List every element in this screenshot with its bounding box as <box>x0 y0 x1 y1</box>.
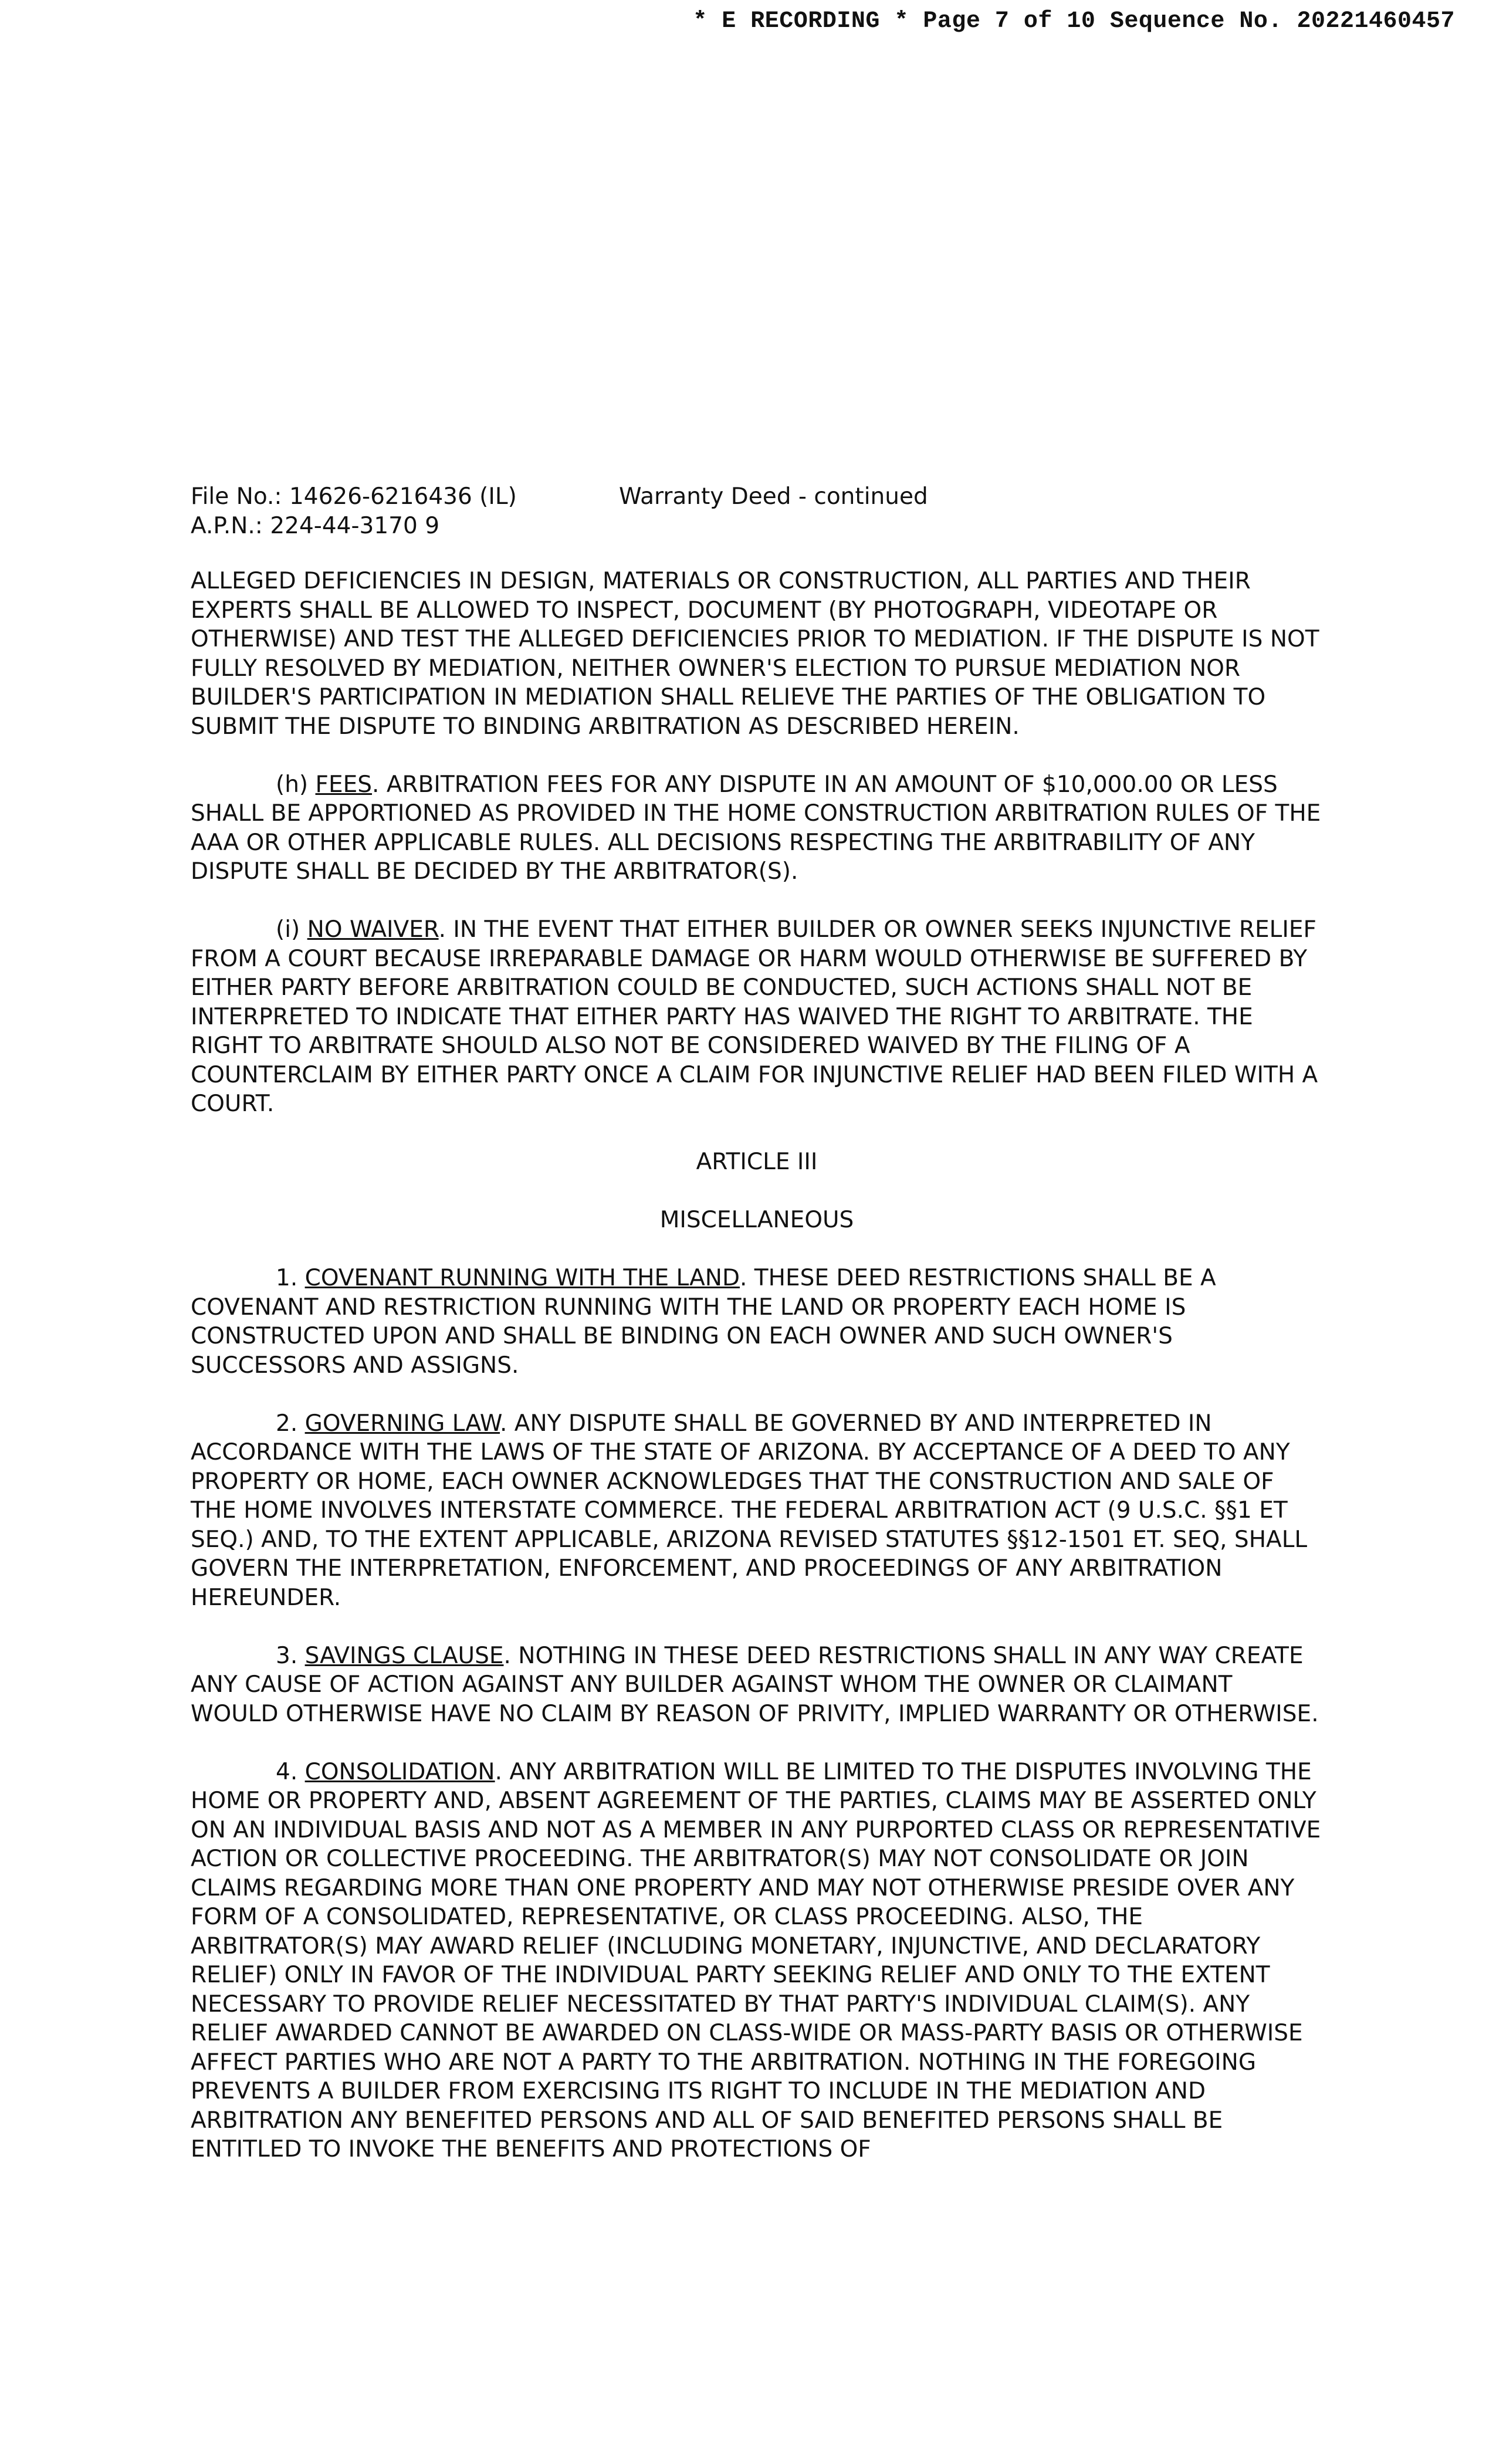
section-prefix: 4. <box>276 1758 305 1785</box>
paragraph-heading: FEES <box>315 771 373 798</box>
paragraph-prefix: (i) <box>276 916 307 943</box>
paragraph-heading: NO WAIVER <box>307 916 439 943</box>
paragraph-intro: ALLEGED DEFICIENCIES IN DESIGN, MATERIALS OR CONSTRUCTION, ALL PARTIES AND THEIR EXPERTS SHALL BE ALLOWED TO INSPECT, DOCUMENT (BY PHOTOGRAPH, VIDEOTAPE OR OTHERWISE) AND TEST THE ALLEGED DEFICIENCIES PRIOR TO MEDIATION. IF THE DISPUTE IS NOT FULLY RESOLVED BY MEDIATION, NEITHER OWNER'S ELECTION TO PURSUE MEDIATION NOR BUILDER'S PARTICIPATION IN MEDIATION SHALL RELIEVE THE PARTIES OF THE OBLIGATION TO SUBMIT THE DISPUTE TO BINDING ARBITRATION AS DESCRIBED HEREIN. <box>191 568 1319 740</box>
section-text: . THESE DEED RESTRICTIONS SHALL BE A COVENANT AND RESTRICTION RUNNING WITH THE LAND OR PROPERTY EACH HOME IS CONSTRUCTED UPON AND SHALL BE BINDING ON EACH OWNER AND SUCH OWNER'S SUCCESSORS AND ASSIGNS. <box>191 1265 1216 1379</box>
article-title: ARTICLE III <box>696 1149 818 1175</box>
section-heading: CONSOLIDATION <box>304 1758 495 1785</box>
paragraph-text: . ARBITRATION FEES FOR ANY DISPUTE IN AN AMOUNT OF $10,000.00 OR LESS SHALL BE APPORTIONED AS PROVIDED IN THE HOME CONSTRUCTION ARBITRATION RULES OF THE AAA OR OTHER APPLICABLE RULES. ALL DECISIONS RESPECTING THE ARBITRABILITY OF ANY DISPUTE SHALL BE DECIDED BY THE ARBITRATOR(S). <box>191 771 1321 885</box>
file-number: File No.: 14626-6216436 (IL) <box>191 483 517 510</box>
paragraph-prefix: (h) <box>276 771 316 798</box>
document-title: Warranty Deed - continued <box>619 483 928 510</box>
section-heading: GOVERNING LAW <box>304 1410 500 1437</box>
file-row <box>191 482 1323 512</box>
section-text: . ANY ARBITRATION WILL BE LIMITED TO THE DISPUTES INVOLVING THE HOME OR PROPERTY AND, ABSENT AGREEMENT OF THE PARTIES, CLAIMS MAY BE ASSERTED ONLY ON AN INDIVIDUAL BASIS AND NOT AS A MEMBER IN ANY PURPORTED CLASS OR REPRESENTATIVE ACTION OR COLLECTIVE PROCEEDING. THE ARBITRATOR(S) MAY NOT CONSOLIDATE OR JOIN CLAIMS REGARDING MORE THAN ONE PROPERTY AND MAY NOT OTHERWISE PRESIDE OVER ANY FORM OF A CONSOLIDATED, REPRESENTATIVE, OR CLASS PROCEEDING. ALSO, THE ARBITRATOR(S) MAY AWARD RELIEF (INCLUDING MONETARY, INJUNCTIVE, AND DECLARATORY RELIEF) ONLY IN FAVOR OF THE INDIVIDUAL PARTY SEEKING RELIEF AND ONLY TO THE EXTENT NECESSARY TO PROVIDE RELIEF NECESSITATED BY THAT PARTY'S INDIVIDUAL CLAIM(S). ANY RELIEF AWARDED CANNOT BE AWARDED ON CLASS-WIDE OR MASS-PARTY BASIS OR OTHERWISE AFFECT PARTIES WHO ARE NOT A PARTY TO THE ARBITRATION. NOTHING IN THE FOREGOING PREVENTS A BUILDER FROM EXERCISING ITS RIGHT TO INCLUDE IN THE MEDIATION AND ARBITRATION ANY BENEFITED PERSONS AND ALL OF SAID BENEFITED PERSONS SHALL BE ENTITLED TO INVOKE THE BENEFITS AND PROTECTIONS OF <box>191 1758 1321 2162</box>
apn: A.P.N.: 224-44-3170 9 <box>191 512 440 539</box>
recording-header: * E RECORDING * Page 7 of 10 Sequence No. 20221460457 <box>693 8 1455 35</box>
section-text: . NOTHING IN THESE DEED RESTRICTIONS SHALL IN ANY WAY CREATE ANY CAUSE OF ACTION AGAINST ANY BUILDER AGAINST WHOM THE OWNER OR CLAIMANT WOULD OTHERWISE HAVE NO CLAIM BY REASON OF PRIVITY, IMPLIED WARRANTY OR OTHERWISE. <box>191 1642 1319 1727</box>
article-subtitle: MISCELLANEOUS <box>659 1207 854 1233</box>
section-prefix: 2. <box>276 1410 305 1437</box>
section-2-governing-law <box>191 1409 1323 1613</box>
paragraph-i-no-waiver <box>191 915 1323 1119</box>
section-heading: SAVINGS CLAUSE <box>304 1642 504 1669</box>
section-4-consolidation <box>191 1758 1323 2164</box>
section-text: . ANY DISPUTE SHALL BE GOVERNED BY AND INTERPRETED IN ACCORDANCE WITH THE LAWS OF THE STATE OF ARIZONA. BY ACCEPTANCE OF A DEED TO ANY PROPERTY OR HOME, EACH OWNER ACKNOWLEDGES THAT THE CONSTRUCTION AND SALE OF THE HOME INVOLVES INTERSTATE COMMERCE. THE FEDERAL ARBITRATION ACT (9 U.S.C. §§1 ET SEQ.) AND, TO THE EXTENT APPLICABLE, ARIZONA REVISED STATUTES §§12-1501 ET. SEQ, SHALL GOVERN THE INTERPRETATION, ENFORCEMENT, AND PROCEEDINGS OF ANY ARBITRATION HEREUNDER. <box>191 1410 1308 1611</box>
section-1-covenant <box>191 1264 1323 1380</box>
paragraph-h-fees <box>191 770 1323 886</box>
paragraph-text: . IN THE EVENT THAT EITHER BUILDER OR OWNER SEEKS INJUNCTIVE RELIEF FROM A COURT BECAUSE IRREPARABLE DAMAGE OR HARM WOULD OTHERWISE BE SUFFERED BY EITHER PARTY BEFORE ARBITRATION COULD BE CONDUCTED, SUCH ACTIONS SHALL NOT BE INTERPRETED TO INDICATE THAT EITHER PARTY HAS WAIVED THE RIGHT TO ARBITRATE. THE RIGHT TO ARBITRATE SHOULD ALSO NOT BE CONSIDERED WAIVED BY THE FILING OF A COUNTERCLAIM BY EITHER PARTY ONCE A CLAIM FOR INJUNCTIVE RELIEF HAD BEEN FILED WITH A COURT. <box>191 916 1318 1117</box>
section-3-savings-clause <box>191 1641 1323 1729</box>
section-prefix: 1. <box>276 1265 305 1291</box>
document-page <box>191 482 1323 2193</box>
file-info <box>191 482 1323 540</box>
section-heading: COVENANT RUNNING WITH THE LAND <box>304 1265 740 1291</box>
section-prefix: 3. <box>276 1642 305 1669</box>
